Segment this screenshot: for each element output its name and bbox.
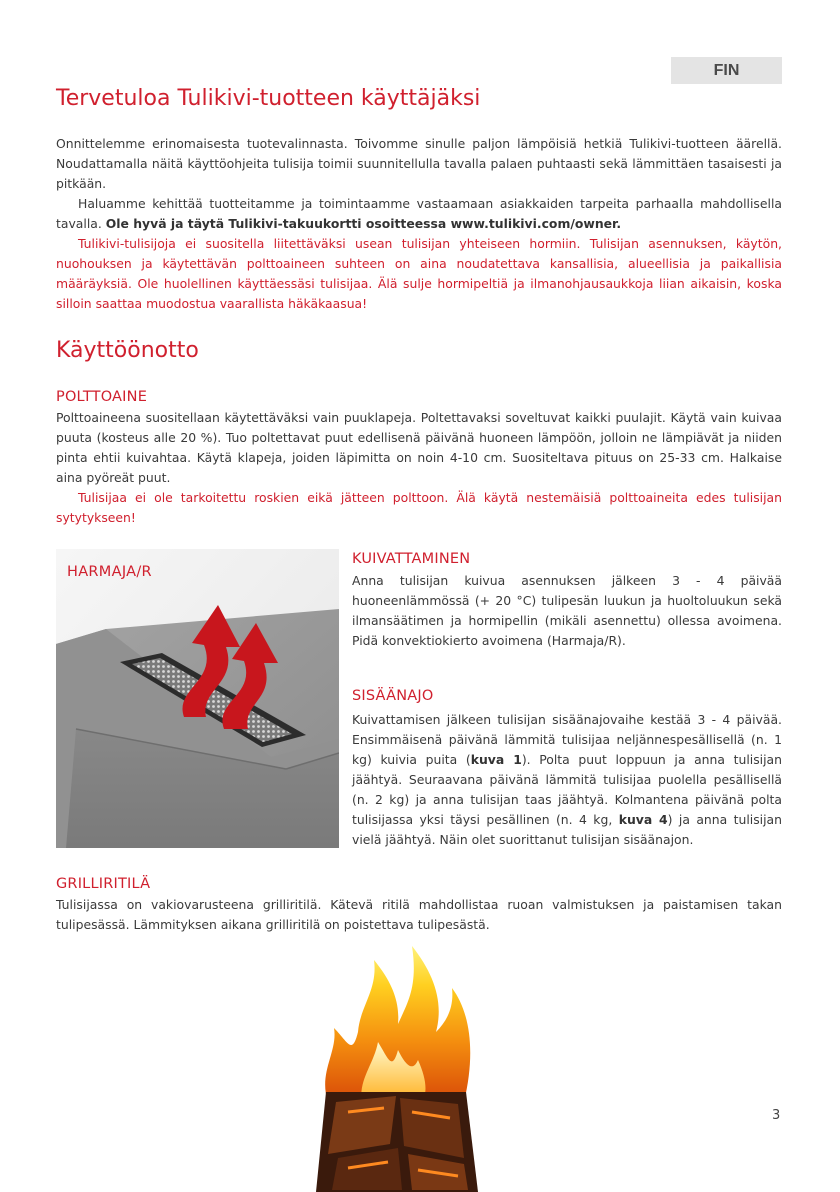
welcome-paragraph-1: Onnittelemme erinomaisesta tuotevalinnasta. Toivomme sinulle paljon lämpöisiä hetkiä Tulikivi-tuotteen äärellä. Noudattamalla näitä käyttöohjeita tulisija toimii suunnitellulla tavalla palaen puhtaasti sekä lämmittäen tasaisesti ja pitkään.: [56, 136, 782, 191]
photo-label: HARMAJA/R: [67, 564, 152, 580]
figure-ref-1: kuva 1: [470, 752, 522, 767]
safety-warning: Tulikivi-tulisijoja ei suositella liitettäväksi usean tulisijan yhteiseen hormiin. Tulisijan asennuksen, käytön, nuohouksen ja käytettävän polttoaineen suhteen on aina noudatettava kansallisia, alueellisia ja paikallisia määräyksiä. Ole huolellinen käyttäessäsi tulisijaa. Älä sulje hormipeltiä ja ilmanohjausaukkoja liian aikaisin, koska silloin saattaa muodostua vaarallista häkäkaasua!: [56, 236, 782, 311]
figure-ref-4: kuva 4: [618, 812, 668, 827]
fire-image: [308, 932, 484, 1192]
running-in-text: Kuivattamisen jälkeen tulisijan sisäänajovaihe kestää 3 - 4 päivää. Ensimmäisenä päivänä lämmitä tulisijaa neljännespesällisellä (n. 1 kg) kuivia puita (kuva 1). Polta puut loppuun ja anna tulisijan jäähtyä. Seuraavana päivänä lämmitä tulisijaa puolella pesällisellä (n. 2 kg) ja anna tulisijan taas jäähtyä. Kolmantena päivänä polta tulisijassa yksi täysi pesällinen (n. 4 kg, kuva 4) ja anna tulisijan vielä jäähtyä. Näin olet suorittanut tulisijan sisäänajon.: [352, 712, 783, 847]
page-number: 3: [772, 1108, 781, 1123]
welcome-text: [56, 134, 782, 314]
welcome-paragraph-2: Haluamme kehittää tuotteitamme ja toimintaamme vastaamaan asiakkaiden tarpeita parhaalla mahdollisella tavalla. Ole hyvä ja täytä Tulikivi-takuukortti osoitteessa www.tulikivi.com/owner.: [56, 196, 782, 231]
grill-text: Tulisijassa on vakiovarusteena grilliritilä. Kätevä ritilä mahdollistaa ruoan valmistuksen ja paistamisen takan tulipesässä. Lämmityksen aikana grilliritilä on poistettava tulipesästä.: [56, 897, 782, 932]
drying-text: Anna tulisijan kuivua asennuksen jälkeen 3 - 4 päivää huoneenlämmössä (+ 20 °C) tulipesän luukun ja huoltoluukun sekä ilmansäätimen ja hormipellin (mikäli asennettu) ollessa avoimena. Pidä konvektiokierto avoimena (Harmaja/R).: [352, 573, 782, 648]
running-in-heading: SISÄÄNAJO: [352, 688, 434, 704]
grill-heading: GRILLIRITILÄ: [56, 876, 151, 892]
fuel-text: [56, 408, 782, 528]
drying-heading: KUIVATTAMINEN: [352, 551, 471, 567]
fuel-heading: POLTTOAINE: [56, 389, 148, 405]
stove-top-photo: [56, 549, 339, 848]
language-tab: FIN: [671, 57, 782, 84]
owner-registration-note: Ole hyvä ja täytä Tulikivi-takuukortti osoitteessa www.tulikivi.com/owner.: [105, 216, 622, 231]
welcome-title: Tervetuloa Tulikivi-tuotteen käyttäjäksi: [56, 86, 481, 111]
stove-illustration: [56, 549, 339, 848]
fuel-warning: Tulisijaa ei ole tarkoitettu roskien eikä jätteen polttoon. Älä käytä nestemäisiä polttoaineita edes tulisijan sytytykseen!: [56, 490, 782, 525]
commissioning-title: Käyttöönotto: [56, 338, 199, 363]
fuel-paragraph: Polttoaineena suositellaan käytettäväksi vain puuklapeja. Poltettavaksi soveltuvat kaikki puulajit. Käytä vain kuivaa puuta (kosteus alle 20 %). Tuo poltettavat puut edellisenä päivänä huoneen lämpöön, jolloin ne lämpiävät ja niiden pinta ehtii kuivahtaa. Käytä klapeja, joiden läpimitta on noin 4-10 cm. Suositeltava pituus on 25-33 cm. Halkaise aina pyöreät puut.: [56, 410, 782, 485]
